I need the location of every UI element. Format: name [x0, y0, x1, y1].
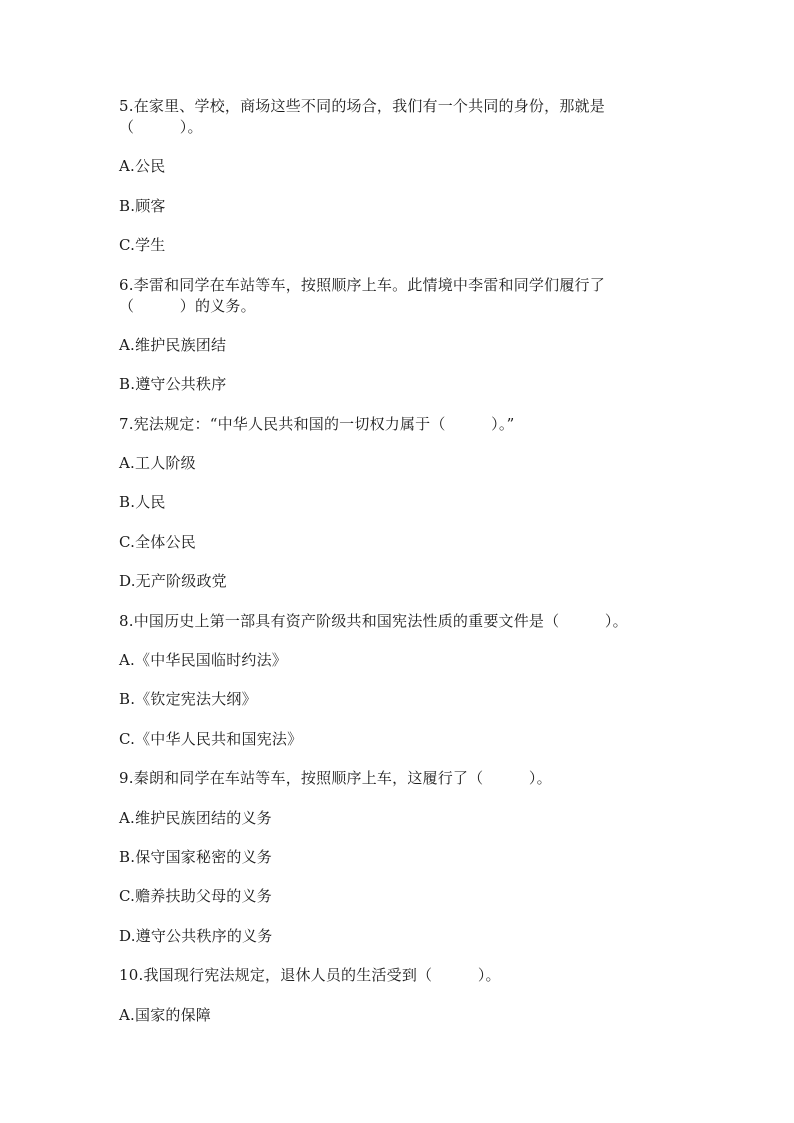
question-8-option-c: C.《中华人民共和国宪法》: [119, 730, 303, 748]
question-10-option-a: A.国家的保障: [119, 1006, 212, 1024]
question-7-option-d: D.无产阶级政党: [119, 572, 227, 590]
question-6-option-b: B.遵守公共秩序: [119, 375, 227, 393]
question-6-option-a: A.维护民族团结: [119, 336, 227, 354]
question-7-option-b: B.人民: [119, 493, 166, 511]
question-10-stem-line-1: 10.我国现行宪法规定，退休人员的生活受到（ ）。: [119, 966, 501, 984]
question-9-option-b: B.保守国家秘密的义务: [119, 848, 272, 866]
question-9-option-a: A.维护民族团结的义务: [119, 809, 272, 827]
question-7-option-a: A.工人阶级: [119, 454, 196, 472]
question-9-option-d: D.遵守公共秩序的义务: [119, 927, 273, 945]
question-5-stem-line-1: 5.在家里、学校，商场这些不同的场合，我们有一个共同的身份，那就是: [119, 97, 605, 115]
question-7-option-c: C.全体公民: [119, 533, 196, 551]
question-8-option-b: B.《钦定宪法大纲》: [119, 690, 257, 708]
question-5-option-c: C.学生: [119, 236, 166, 254]
question-8-stem-line-1: 8.中国历史上第一部具有资产阶级共和国宪法性质的重要文件是（ ）。: [119, 612, 628, 630]
question-9-stem-line-1: 9.秦朗和同学在车站等车，按照顺序上车，这履行了（ ）。: [119, 769, 552, 787]
question-8-option-a: A.《中华民国临时约法》: [119, 651, 288, 669]
question-5-stem-line-2: （ ）。: [119, 118, 203, 136]
question-7-stem-line-1: 7.宪法规定：“中华人民共和国的一切权力属于（ ）。”: [119, 415, 515, 433]
question-9-option-c: C.赡养扶助父母的义务: [119, 887, 272, 905]
question-5-option-a: A.公民: [119, 157, 166, 175]
question-6-stem-line-1: 6.李雷和同学在车站等车，按照顺序上车。此情境中李雷和同学们履行了: [119, 276, 605, 294]
question-5-option-b: B.顾客: [119, 197, 166, 215]
question-6-stem-line-2: （ ）的义务。: [119, 297, 256, 315]
